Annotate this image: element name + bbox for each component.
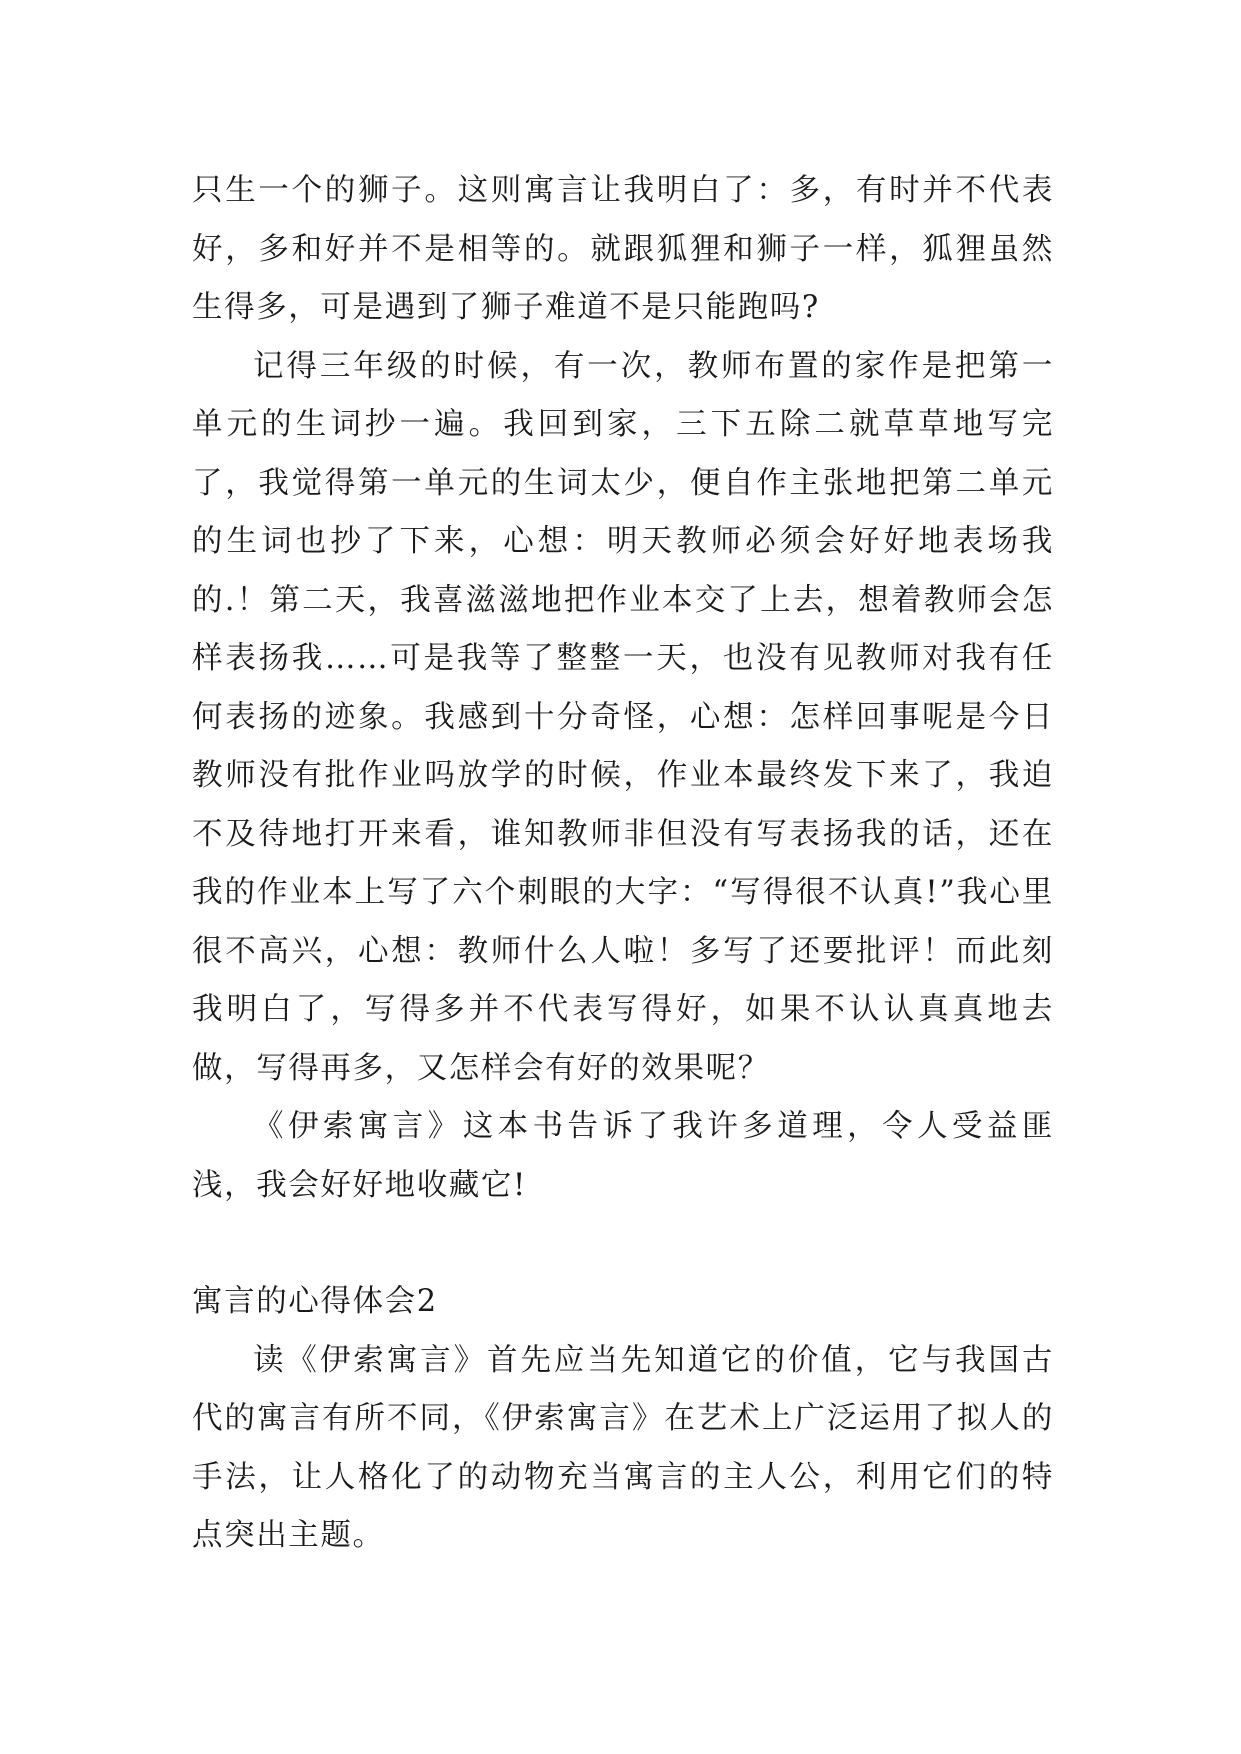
paragraph: 记得三年级的时候，有一次，教师布置的家作是把第一单元的生词抄一遍。我回到家，三下五除二就草草地写完了，我觉得第一单元的生词太少，便自作主张地把第二单元的生词也抄了下来，心想：明天教师必须会好好地表场我的.！第二天，我喜滋滋地把作业本交了上去，想着教师会怎样表扬我……可是我等了整整一天，也没有见教师对我有任何表扬的迹象。我感到十分奇怪，心想：怎样回事呢是今日教师没有批作业吗放学的时候，作业本最终发下来了，我迫不及待地打开来看，谁知教师非但没有写表扬我的话，还在我的作业本上写了六个刺眼的大字：“写得很不认真!”我心里很不高兴，心想：教师什么人啦！多写了还要批评！而此刻我明白了，写得多并不代表写得好，如果不认认真真地去做，写得再多，又怎样会有好的效果呢？: [192, 348, 1054, 1086]
paragraph: 《伊索寓言》这本书告诉了我许多道理，令人受益匪浅，我会好好地收藏它!: [192, 1109, 1054, 1203]
paragraph: 只生一个的狮子。这则寓言让我明白了：多，有时并不代表好，多和好并不是相等的。就跟狐狸和狮子一样，狐狸虽然生得多，可是遇到了狮子难道不是只能跑吗?: [192, 173, 1054, 325]
paragraph: 读《伊索寓言》首先应当先知道它的价值，它与我国古代的寓言有所不同，《伊索寓言》在艺术上广泛运用了拟人的手法，让人格化了的动物充当寓言的主人公，利用它们的特点突出主题。: [192, 1342, 1054, 1553]
section-title: 寓言的心得体会2: [192, 1284, 438, 1319]
document-body: [192, 162, 1054, 1566]
